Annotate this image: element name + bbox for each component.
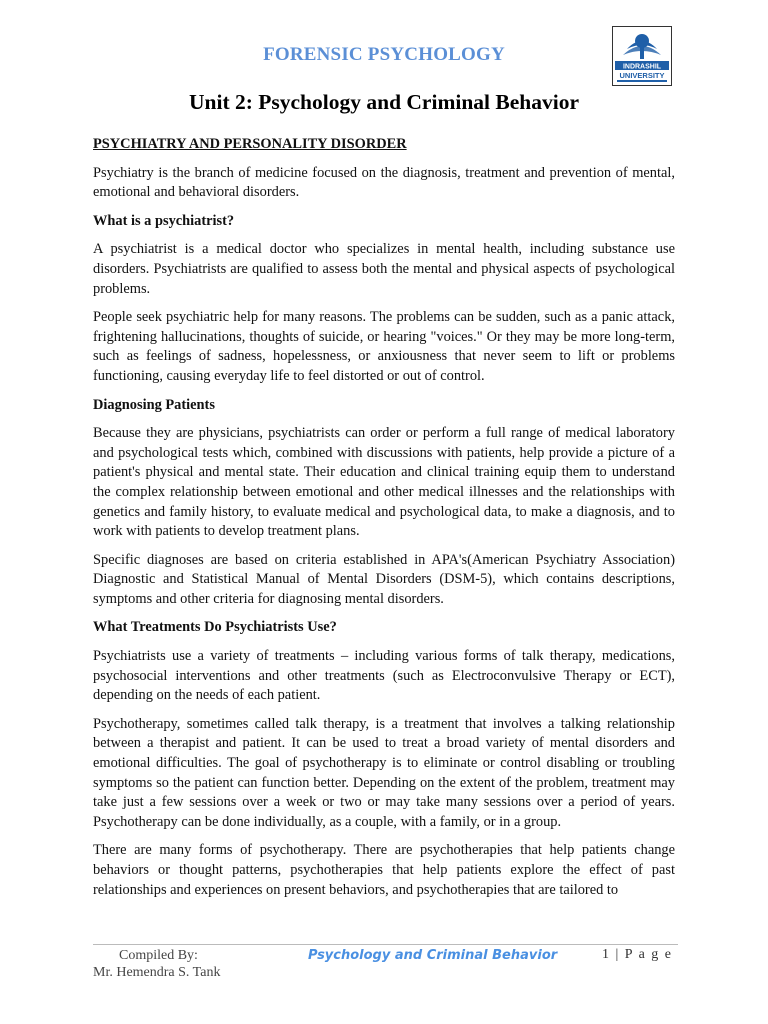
- footer-title: Psychology and Criminal Behavior: [308, 948, 558, 963]
- footer-divider: [93, 944, 678, 945]
- university-logo: [612, 26, 672, 86]
- logo-text-top: INDRASHIL: [622, 63, 662, 71]
- footer-compiled-by: [93, 947, 220, 981]
- document-body: [93, 135, 675, 909]
- paragraph: People seek psychiatric help for many reasons. The problems can be sudden, such as a panic attack, frightening hallucinations, thoughts of suicide, or hearing "voices." Or they may be more long-term, such as feelings of sadness, hopelessness, or anxiousness that never seem to lift or problems functioning, causing everyday life to feel distorted or out of control.: [93, 309, 675, 384]
- page-number: 1 | P a g e: [602, 947, 673, 962]
- paragraph: Because they are physicians, psychiatrists can order or perform a full range of medical laboratory and psychological tests which, combined with discussions with patients, help provide a picture of a patient's physical and mental state. Their education and clinical training equip them to understand the complex relationship between emotional and other medical illnesses and the relationships with genetics and family history, to evaluate medical and psychological data, to make a diagnosis, and to work with patients to develop treatment plans.: [93, 425, 675, 540]
- logo-text-bottom: UNIVERSITY: [619, 71, 665, 80]
- paragraph: A psychiatrist is a medical doctor who specializes in mental health, including substance use disorders. Psychiatrists are qualified to assess both the mental and physical aspects of psychological problems.: [93, 241, 675, 297]
- paragraph: Psychiatry is the branch of medicine focused on the diagnosis, treatment and prevention of mental, emotional and behavioral disorders.: [93, 164, 675, 201]
- compiled-by-label: Compiled By:: [119, 948, 198, 963]
- unit-title: Unit 2: Psychology and Criminal Behavior: [188, 90, 579, 114]
- paragraph: Psychotherapy, sometimes called talk therapy, is a treatment that involves a talking relationship between a therapist and patient. It can be used to treat a broad variety of mental disorders and emotional difficulties. The goal of psychotherapy is to eliminate or control disabling or troubling symptoms so the patient can function better. Depending on the extent of the problem, treatment may take just a few sessions over a week or two or may take many sessions over a period of years. Psychotherapy can be done individually, as a couple, with a family, or in a group.: [93, 715, 675, 830]
- subheading: What Treatments Do Psychiatrists Use?: [93, 619, 337, 636]
- subheading: Diagnosing Patients: [93, 396, 215, 413]
- subheading: What is a psychiatrist?: [93, 212, 235, 229]
- section-heading: PSYCHIATRY AND PERSONALITY DISORDER: [93, 136, 407, 152]
- paragraph: There are many forms of psychotherapy. There are psychotherapies that help patients change behaviors or thought patterns, psychotherapies that help patients explore the effect of past relationships and experiences on present behaviors, and psychotherapies that are tailored to: [93, 842, 675, 898]
- paragraph: Psychiatrists use a variety of treatments – including various forms of talk therapy, medications, psychosocial interventions and other treatments (such as Electroconvulsive Therapy or ECT), depending on the needs of each patient.: [93, 648, 675, 704]
- header-title: FORENSIC PSYCHOLOGY: [263, 44, 505, 65]
- author-name: Mr. Hemendra S. Tank: [93, 965, 221, 980]
- paragraph: Specific diagnoses are based on criteria established in APA's(American Psychiatry Association) Diagnostic and Statistical Manual of Mental Disorders (DSM-5), which contains descriptions, symptoms and other criteria for diagnosing mental disorders.: [93, 551, 675, 607]
